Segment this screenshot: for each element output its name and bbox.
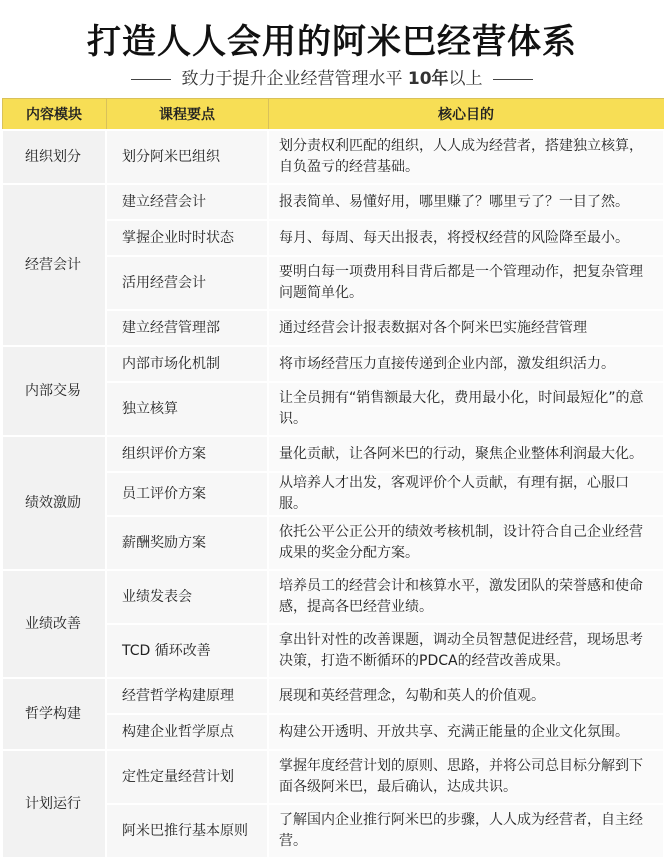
header-module: 内容模块 xyxy=(2,99,106,131)
module-cell: 内部交易 xyxy=(2,346,106,436)
point-cell: 经营哲学构建原理 xyxy=(106,678,268,714)
point-cell: 构建企业哲学原点 xyxy=(106,714,268,750)
header-goal: 核心目的 xyxy=(268,99,664,131)
header xyxy=(0,0,664,98)
goal-cell: 要明白每一项费用科目背后都是一个管理动作，把复杂管理问题简单化。 xyxy=(268,256,664,310)
goal-cell: 将市场经营压力直接传递到企业内部，激发组织活力。 xyxy=(268,346,664,382)
module-cell: 绩效激励 xyxy=(2,436,106,570)
point-cell: 划分阿米巴组织 xyxy=(106,130,268,184)
goal-cell: 划分责权利匹配的组织，人人成为经营者，搭建独立核算，自负盈亏的经营基础。 xyxy=(268,130,664,184)
point-cell: 薪酬奖励方案 xyxy=(106,516,268,570)
table-header-row xyxy=(2,99,664,131)
header-point: 课程要点 xyxy=(106,99,268,131)
right-dash xyxy=(493,79,533,80)
point-cell: 掌握企业时时状态 xyxy=(106,220,268,256)
course-table xyxy=(1,98,664,859)
table-row xyxy=(2,436,664,472)
point-cell: 业绩发表会 xyxy=(106,570,268,624)
goal-cell: 从培养人才出发，客观评价个人贡献，有理有据，心服口服。 xyxy=(268,472,664,516)
page-subtitle xyxy=(0,64,664,89)
subtitle-prefix: 致力于提升企业经营管理水平 xyxy=(181,69,403,89)
point-cell: 定性定量经营计划 xyxy=(106,750,268,804)
table-row xyxy=(2,750,664,804)
point-cell: 活用经营会计 xyxy=(106,256,268,310)
point-cell: 独立核算 xyxy=(106,382,268,436)
point-cell: 建立经营会计 xyxy=(106,184,268,220)
point-cell: 建立经营管理部 xyxy=(106,310,268,346)
point-cell: 员工评价方案 xyxy=(106,472,268,516)
module-cell: 组织划分 xyxy=(2,130,106,184)
module-cell: 业绩改善 xyxy=(2,570,106,678)
goal-cell: 通过经营会计报表数据对各个阿米巴实施经营管理 xyxy=(268,310,664,346)
module-cell: 经营会计 xyxy=(2,184,106,346)
goal-cell: 拿出针对性的改善课题，调动全员智慧促进经营，现场思考决策，打造不断循环的PDCA的经营改善成果。 xyxy=(268,624,664,678)
goal-cell: 报表简单、易懂好用，哪里赚了？哪里亏了？一目了然。 xyxy=(268,184,664,220)
goal-cell: 了解国内企业推行阿米巴的步骤，人人成为经营者，自主经营。 xyxy=(268,804,664,858)
goal-cell: 构建公开透明、开放共享、充满正能量的企业文化氛围。 xyxy=(268,714,664,750)
subtitle-years: 10年 xyxy=(407,69,449,89)
goal-cell: 展现和英经营理念，勾勒和英人的价值观。 xyxy=(268,678,664,714)
point-cell: 阿米巴推行基本原则 xyxy=(106,804,268,858)
goal-cell: 培养员工的经营会计和核算水平，激发团队的荣誉感和使命感，提高各巴经营业绩。 xyxy=(268,570,664,624)
module-cell: 哲学构建 xyxy=(2,678,106,750)
goal-cell: 掌握年度经营计划的原则、思路，并将公司总目标分解到下面各级阿米巴，最后确认，达成共识。 xyxy=(268,750,664,804)
point-cell: TCD 循环改善 xyxy=(106,624,268,678)
table-row xyxy=(2,130,664,184)
goal-cell: 让全员拥有“销售额最大化，费用最小化，时间最短化”的意识。 xyxy=(268,382,664,436)
table-row xyxy=(2,570,664,624)
goal-cell: 依托公平公正公开的绩效考核机制，设计符合自己企业经营成果的奖金分配方案。 xyxy=(268,516,664,570)
left-dash xyxy=(131,79,171,80)
goal-cell: 量化贡献，让各阿米巴的行动，聚焦企业整体利润最大化。 xyxy=(268,436,664,472)
page-title: 打造人人会用的阿米巴经营体系 xyxy=(87,22,577,62)
table-row xyxy=(2,346,664,382)
module-cell: 计划运行 xyxy=(2,750,106,858)
subtitle-suffix: 以上 xyxy=(448,69,483,89)
point-cell: 内部市场化机制 xyxy=(106,346,268,382)
point-cell: 组织评价方案 xyxy=(106,436,268,472)
table-row xyxy=(2,678,664,714)
goal-cell: 每月、每周、每天出报表，将授权经营的风险降至最小。 xyxy=(268,220,664,256)
table-row xyxy=(2,184,664,220)
